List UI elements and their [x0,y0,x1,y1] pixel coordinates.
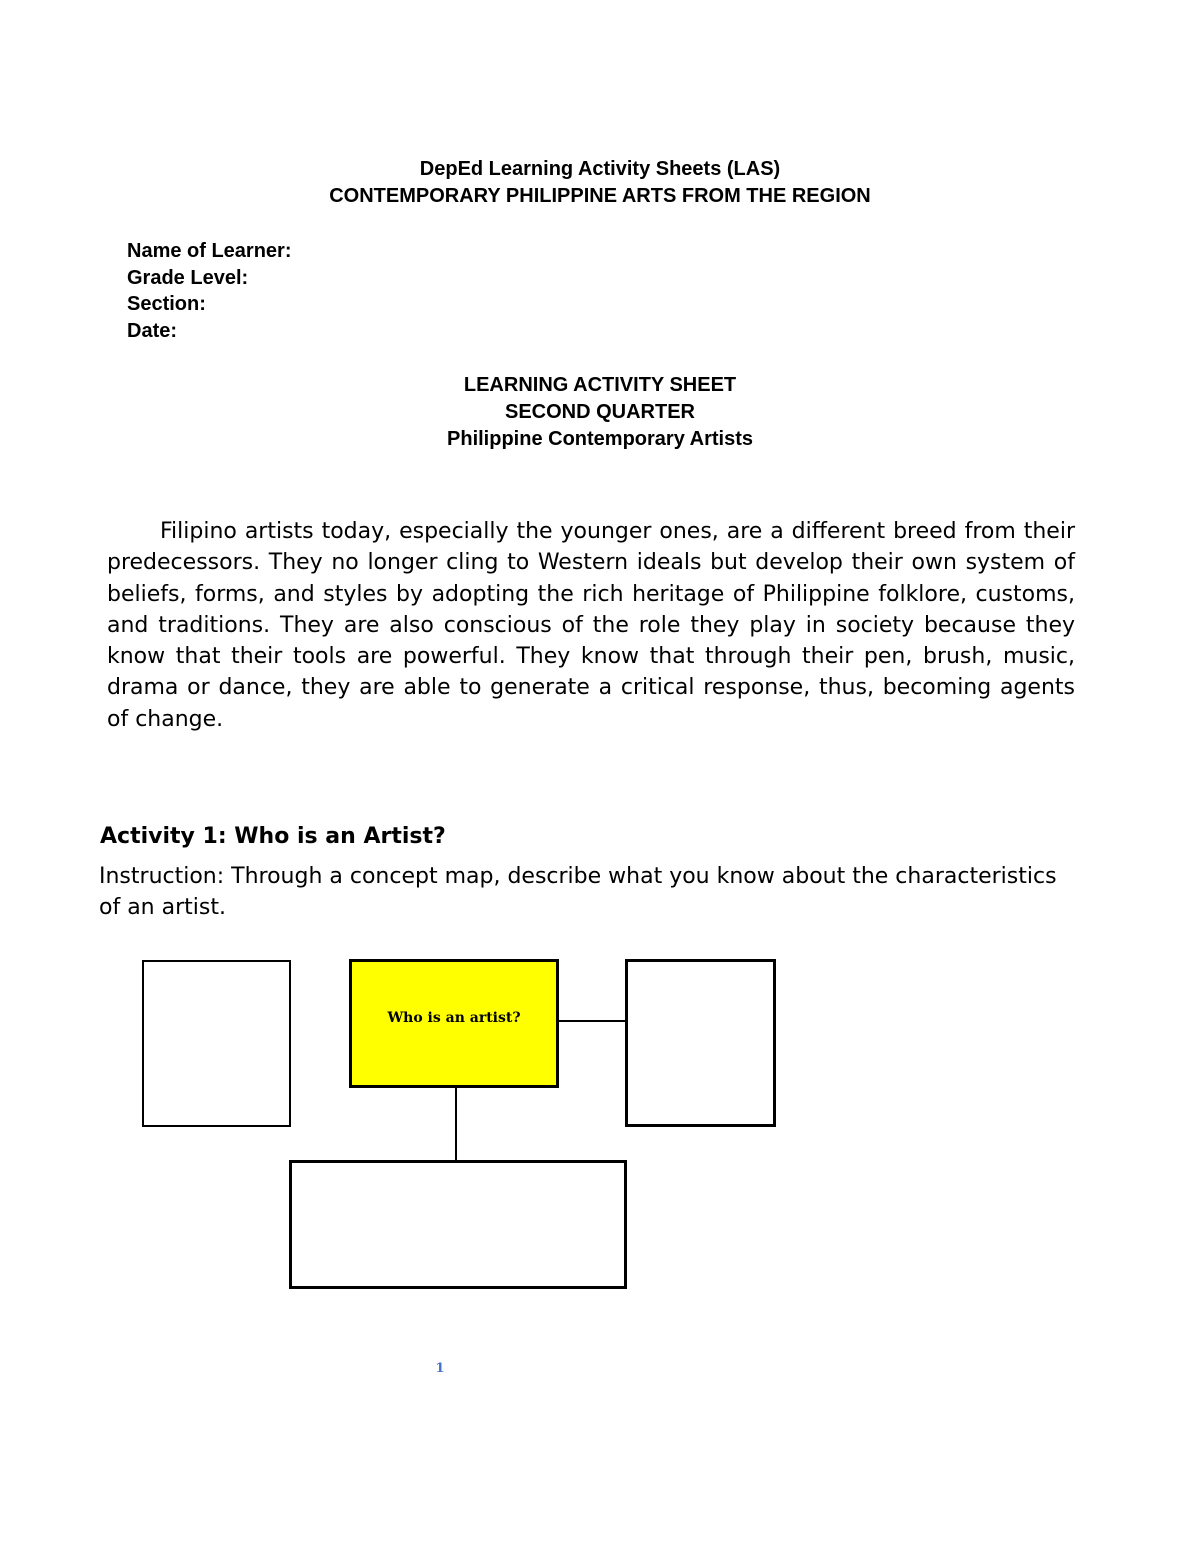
connector-center-bottom [455,1088,457,1160]
subject-title: CONTEMPORARY PHILIPPINE ARTS FROM THE REGION [329,185,871,207]
activity-instruction: Instruction: Through a concept map, describe what you know about the characteristics of an artist. [99,864,1057,920]
concept-box-left[interactable] [142,960,291,1127]
section-field-label: Section: [127,293,206,315]
date-field-label: Date: [127,320,178,342]
activity-title: Activity 1: Who is an Artist? [100,824,446,849]
intro-paragraph: Filipino artists today, especially the younger ones, are a different breed from their predecessors. They no longer cling to Western ideals but develop their own system of beliefs, forms, and styles by adopting the rich heritage of Philippine folklore, customs, and traditions. They are also conscious of the role they play in society because they know that their tools are powerful. They know that through their pen, brush, music, drama or dance, they are able to generate a critical response, thus, becoming agents of change. [107,519,1075,732]
quarter-title: SECOND QUARTER [504,401,695,423]
page-number: 1 [435,1361,445,1376]
header-line-1: DepEd Learning Activity Sheets (LAS) [419,158,781,180]
sheet-title: LEARNING ACTIVITY SHEET [463,374,737,396]
concept-box-center [349,959,559,1088]
topic-title: Philippine Contemporary Artists [447,428,753,450]
grade-field-label: Grade Level: [127,267,249,289]
concept-box-right[interactable] [625,959,776,1127]
concept-center-label: Who is an artist? [387,1009,521,1026]
name-field-label: Name of Learner: [127,240,292,262]
connector-center-right [559,1020,625,1022]
header-title [0,156,1200,182]
concept-box-bottom[interactable] [289,1160,627,1289]
